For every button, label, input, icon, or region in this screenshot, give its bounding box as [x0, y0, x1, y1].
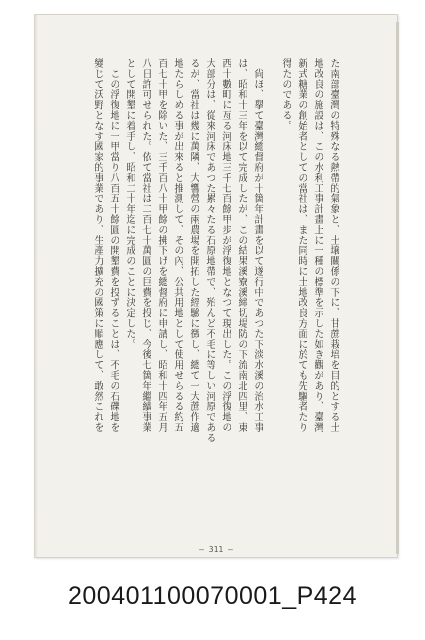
text-column: 八日許可せられた。依て當社は二百七十萬圓の巨費を投じ、今後七箇年繼續事業	[140, 58, 151, 433]
text-column: 地たらしめる事が出來ると推測して、その內、公共用地として使用せらるる約五	[172, 58, 183, 433]
image-caption: 200401100070001_P424	[68, 582, 357, 610]
scanned-page	[34, 14, 398, 558]
text-column: として開墾に着手し、昭和二十年迄に完成のことに決定した。	[124, 58, 135, 350]
text-column: この浮復地に一甲當り八百五十餘圓の開墾費を投ずることは、不毛の石礫地を	[108, 58, 119, 433]
text-column: 西十數町に亙る河床地三千七百餘甲歩が浮復地となつて現出した。この浮復地の	[220, 58, 231, 433]
text-column: 變じて沃野となす國家的事業であり、生產力擴充の國策に順應して、敢然これを	[92, 58, 103, 433]
text-column: 百七十甲を除いた、三千百八十甲餘の拂下げを總督府に申請し、昭和十四年五月	[156, 58, 167, 433]
text-column: 新式糖業の創始者としての當社は、また同時に土地改良方面に於ても先驅者たり	[296, 58, 307, 433]
text-column: は、昭和十三年を以て完成したが、この結果溪寮溪締切堤防の下流南北四里、東	[236, 58, 247, 433]
text-column: た南部臺灣の特殊なる熱帶的氣象と、土壌關係の下に、甘蔗栽培を目的とする土	[328, 58, 339, 433]
vertical-text-block	[91, 58, 339, 528]
text-column: 得たのである。	[280, 58, 291, 131]
page-edge-shadow	[396, 22, 399, 554]
text-column: 大部分は、從來河床であつた累々たる石原地帶で、殆んど不毛に等しい河原である	[204, 58, 215, 443]
page-number: — 311 —	[199, 545, 233, 554]
paragraph-break	[267, 58, 275, 528]
page-binding-shadow	[34, 14, 38, 556]
text-column: 尙ほ、擧て臺灣總督府が十箇年計畫を以て遂行中であつた下淡水溪の治水工事	[252, 58, 263, 433]
text-column: 地改良の施設は、この水利工事計畫上に一種の標準を示した如き觀があり、臺灣	[312, 58, 323, 433]
text-column: るが、當社は幾に萬隣、大響營の兩農場を開拓した經驗に徴し、總て一大蔗作適	[188, 58, 199, 433]
